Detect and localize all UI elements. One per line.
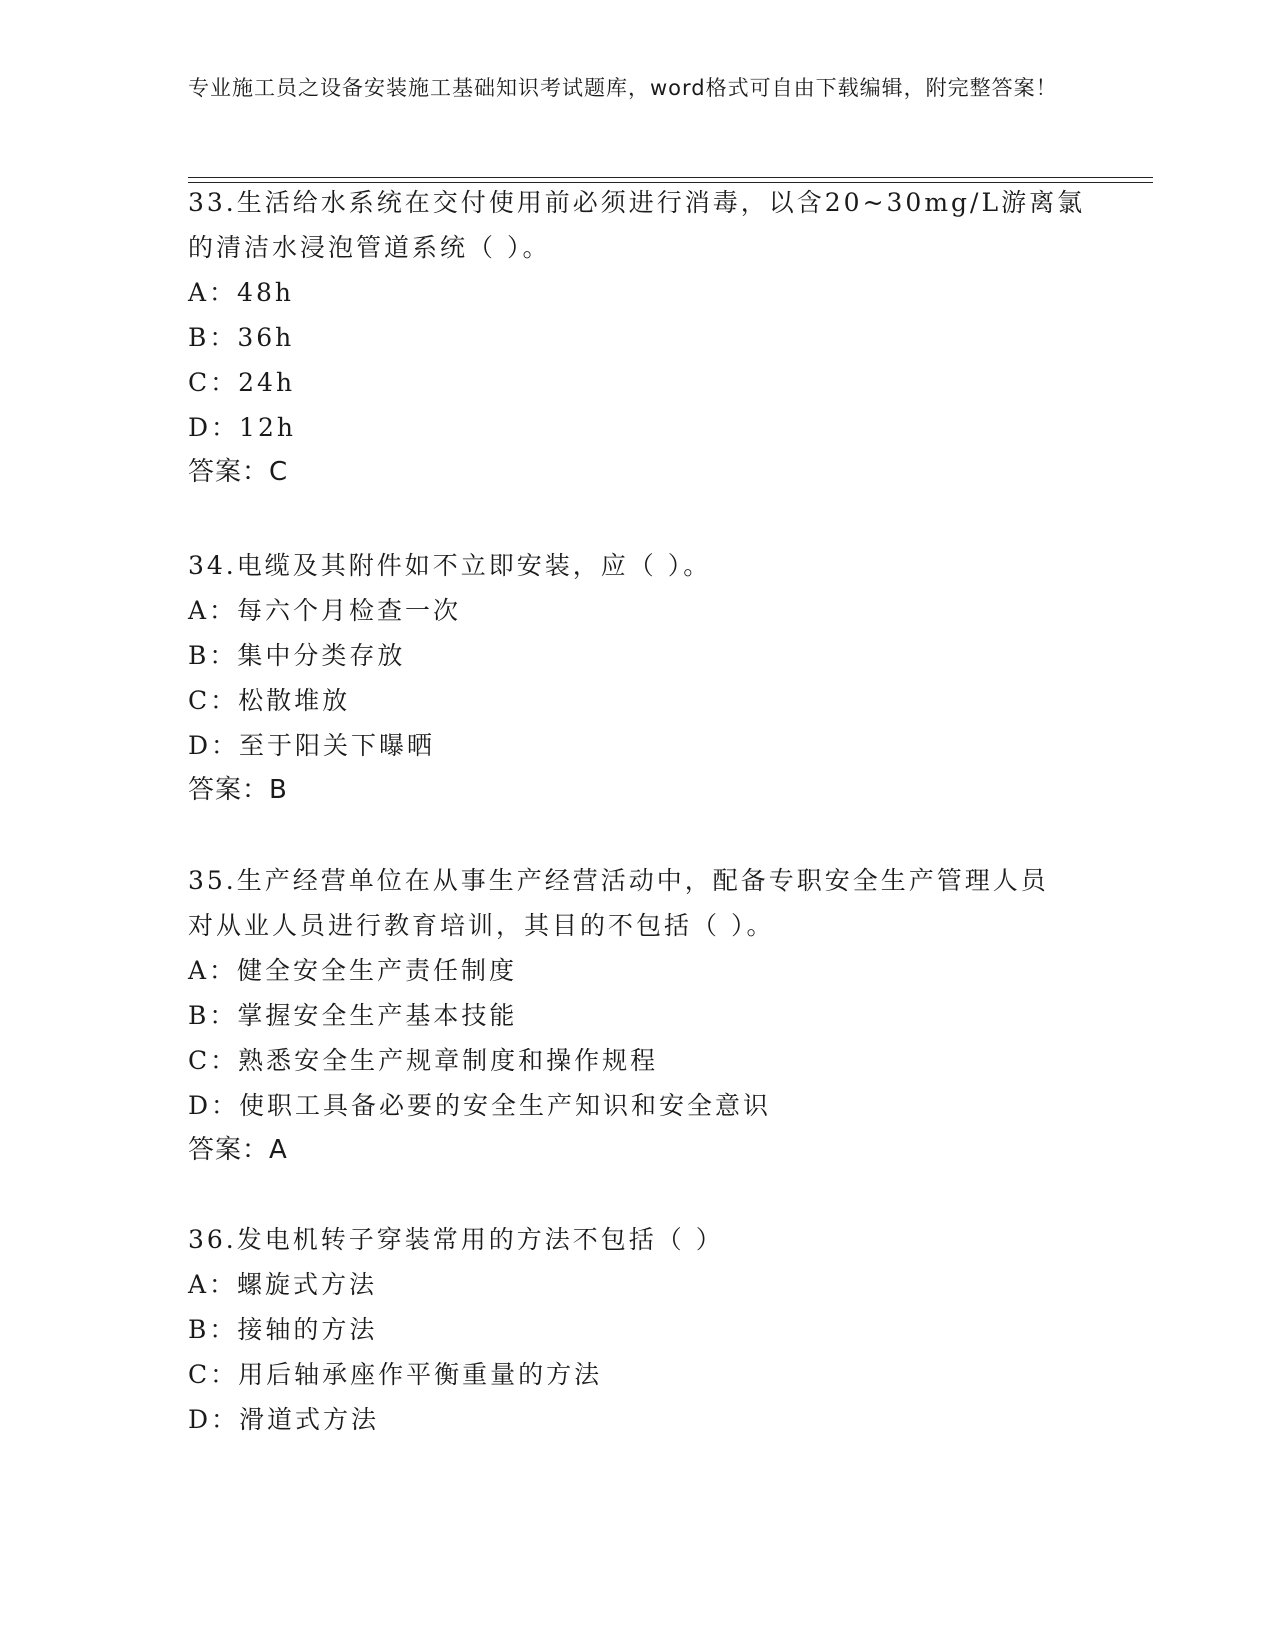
option-d: D：使职工具备必要的安全生产知识和安全意识 [188,1091,772,1120]
option-b: B：集中分类存放 [188,641,406,670]
option-b: B：36h [188,323,295,352]
option-a: A：每六个月检查一次 [188,596,462,625]
option-d: D：12h [188,413,296,442]
question-stem-line: 的清洁水浸泡管道系统（ ）。 [188,233,551,262]
answer-text: 答案：A [188,1135,288,1165]
question-stem-line: 对从业人员进行教育培训，其目的不包括（ ）。 [188,911,775,940]
option-a: A：48h [188,278,294,307]
document-header: 专业施工员之设备安装施工基础知识考试题库，word格式可自由下载编辑，附完整答案！ [188,76,1058,100]
option-d: D：至于阳关下曝晒 [188,731,436,760]
answer-text: 答案：B [188,775,288,805]
option-d: D：滑道式方法 [188,1405,380,1434]
option-c: C：熟悉安全生产规章制度和操作规程 [188,1046,659,1075]
option-b: B：接轴的方法 [188,1315,378,1344]
question-33 [188,180,1088,495]
option-a: A：健全安全生产责任制度 [188,956,518,985]
question-stem-line: 33.生活给水系统在交付使用前必须进行消毒，以含20~30mg/L游离氯 [188,188,1086,217]
question-35 [188,858,1088,1173]
answer-text: 答案：C [188,457,289,487]
question-stem-line: 36.发电机转子穿装常用的方法不包括（ ） [188,1225,724,1254]
option-c: C：24h [188,368,296,397]
option-b: B：掌握安全生产基本技能 [188,1001,518,1030]
header-divider-top [188,177,1153,178]
option-a: A：螺旋式方法 [188,1270,378,1299]
question-stem-line: 35.生产经营单位在从事生产经营活动中，配备专职安全生产管理人员 [188,866,1049,895]
option-c: C：松散堆放 [188,686,351,715]
question-36 [188,1217,1088,1442]
option-c: C：用后轴承座作平衡重量的方法 [188,1360,603,1389]
question-stem-line: 34.电缆及其附件如不立即安装，应（ ）。 [188,551,712,580]
question-34 [188,543,1088,813]
